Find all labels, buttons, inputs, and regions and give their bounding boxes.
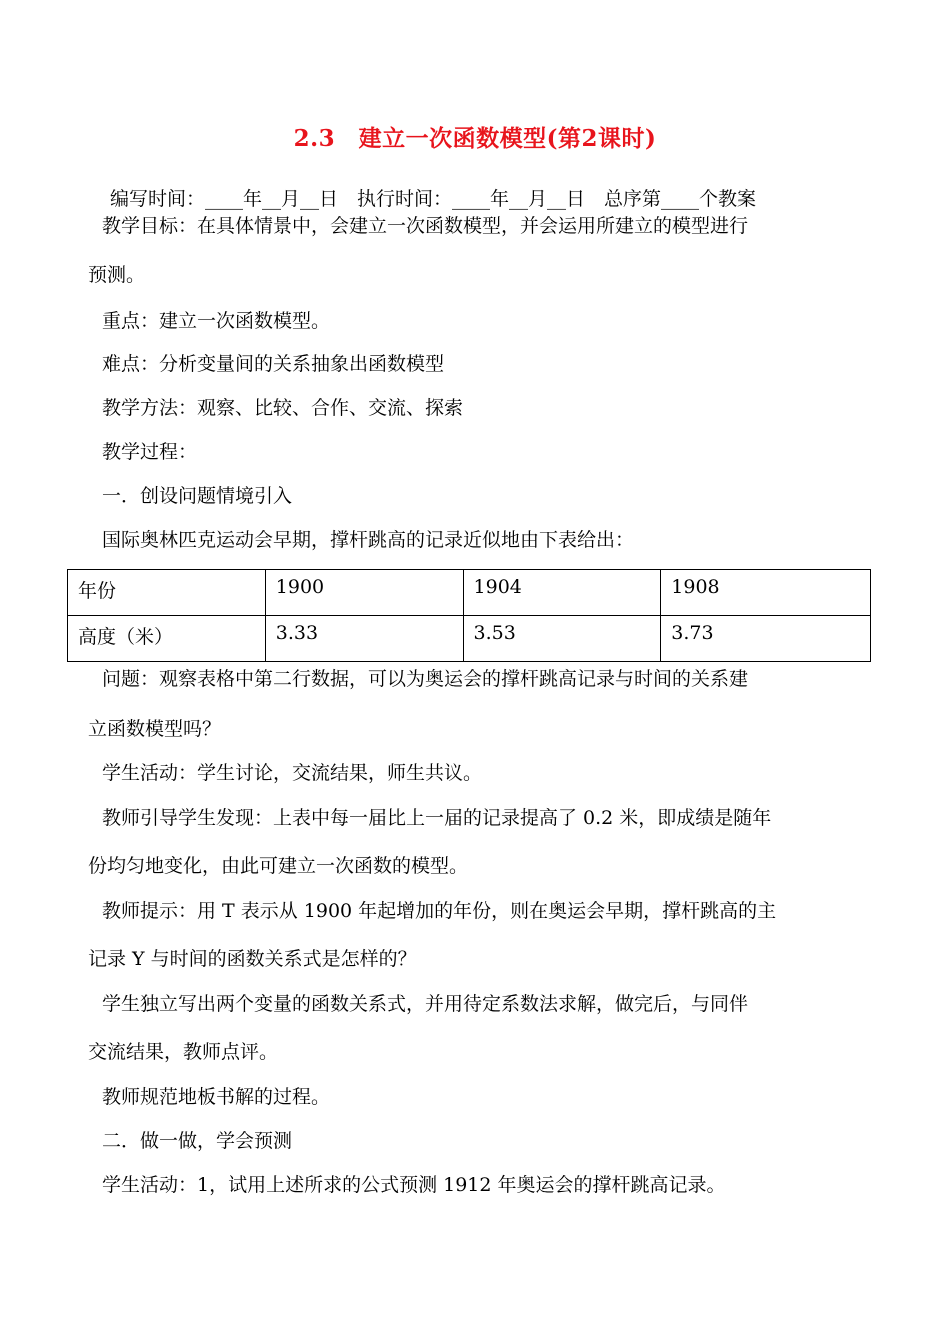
difficulty: 难点：分析变量间的关系抽象出函数模型 xyxy=(102,353,445,375)
student-solve-line-1: 学生独立写出两个变量的函数关系式，并用待定系数法求解，做完后，与同伴 xyxy=(102,993,749,1015)
section-1-heading: 一．创设问题情境引入 xyxy=(102,485,293,507)
table-cell: 1904 xyxy=(463,570,661,616)
teacher-hint-line-2: 记录 Y 与时间的函数关系式是怎样的？ xyxy=(88,948,417,970)
objective-line-1: 教学目标：在具体情景中，会建立一次函数模型，并会运用所建立的模型进行 xyxy=(102,215,749,237)
table-cell: 3.33 xyxy=(265,616,463,662)
table-cell: 3.73 xyxy=(661,616,871,662)
table-cell: 高度（米） xyxy=(68,616,266,662)
board-work: 教师规范地板书解的过程。 xyxy=(102,1086,331,1108)
table-row xyxy=(68,570,871,616)
teacher-hint-line-1: 教师提示：用 T 表示从 1900 年起增加的年份，则在奥运会早期，撑杆跳高的主 xyxy=(102,900,777,922)
section-2-heading: 二．做一做，学会预测 xyxy=(102,1130,293,1152)
page-title: 2.3 建立一次函数模型(第2课时) xyxy=(293,125,657,152)
table-row xyxy=(68,616,871,662)
student-activity-2: 学生活动：1，试用上述所求的公式预测 1912 年奥运会的撑杆跳高记录。 xyxy=(102,1174,726,1196)
table-cell: 年份 xyxy=(68,570,266,616)
table-cell: 1908 xyxy=(661,570,871,616)
student-activity-1: 学生活动：学生讨论，交流结果，师生共议。 xyxy=(102,762,483,784)
data-table xyxy=(67,569,871,662)
question-line-2: 立函数模型吗？ xyxy=(88,718,222,740)
teacher-guide-line-1: 教师引导学生发现：上表中每一届比上一届的记录提高了 0.2 米，即成绩是随年 xyxy=(102,807,772,829)
objective-line-2: 预测。 xyxy=(88,264,146,286)
question-line-1: 问题：观察表格中第二行数据，可以为奥运会的撑杆跳高记录与时间的关系建 xyxy=(102,668,749,690)
table-cell: 3.53 xyxy=(463,616,661,662)
key-point: 重点：建立一次函数模型。 xyxy=(102,310,331,332)
student-solve-line-2: 交流结果，教师点评。 xyxy=(88,1041,279,1063)
meta-line: 编写时间：____年__月__日 执行时间：____年__月__日 总序第____个教案 xyxy=(110,188,757,210)
teaching-process-heading: 教学过程： xyxy=(102,441,198,463)
intro-text: 国际奥林匹克运动会早期，撑杆跳高的记录近似地由下表给出： xyxy=(102,529,635,551)
table-cell: 1900 xyxy=(265,570,463,616)
teaching-method: 教学方法：观察、比较、合作、交流、探索 xyxy=(102,397,464,419)
teacher-guide-line-2: 份均匀地变化，由此可建立一次函数的模型。 xyxy=(88,855,469,877)
